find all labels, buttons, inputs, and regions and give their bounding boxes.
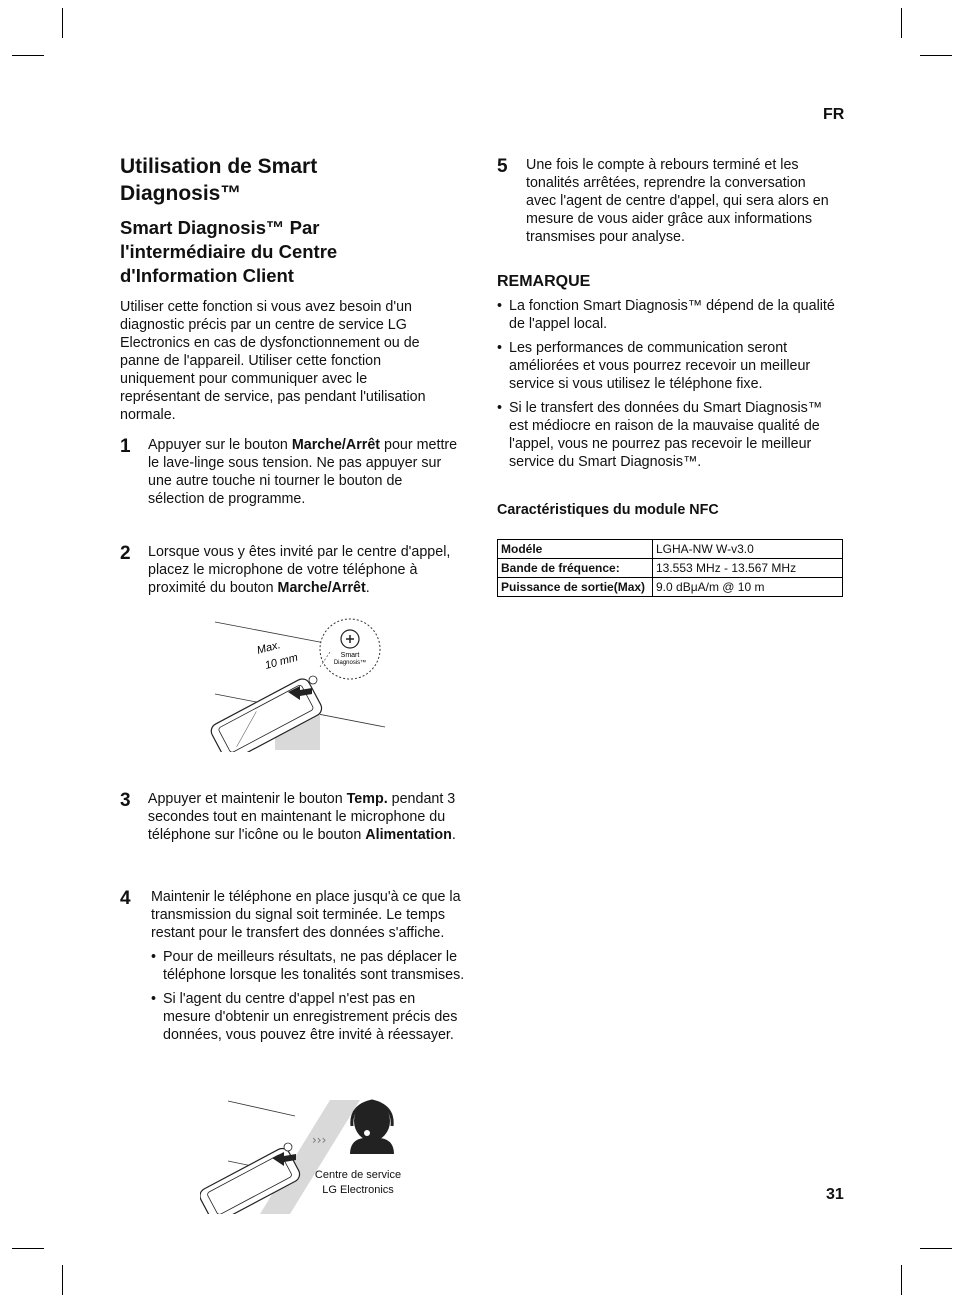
crop-mark bbox=[62, 8, 63, 38]
nfc-title: Caractéristiques du module NFC bbox=[497, 502, 719, 518]
step-bold: Marche/Arrêt bbox=[277, 580, 366, 596]
service-label-line: Centre de service bbox=[314, 1169, 402, 1181]
table-key: Modéle bbox=[498, 540, 653, 559]
illustration-graphic bbox=[200, 612, 400, 752]
crop-mark bbox=[12, 1248, 44, 1249]
crop-mark bbox=[920, 1248, 952, 1249]
step-2 bbox=[120, 543, 470, 597]
crop-mark bbox=[12, 55, 44, 56]
table-row bbox=[498, 559, 843, 578]
max-label: Max. bbox=[255, 639, 282, 657]
service-label-line: LG Electronics bbox=[322, 1184, 394, 1196]
table-key: Bande de fréquence: bbox=[498, 559, 653, 578]
step-text: pour mettre le lave-linge sous tension. Ne pas appuyer sur une autre touche ni tourner le bouton de sélection de programme. bbox=[148, 437, 458, 507]
step-text: Une fois le compte à rebours terminé et les tonalités arrêtées, reprendre la conversation avec l'agent de centre d'appel, qui sera alors en mesure de vous aider grâce aux informations transmises pour analyse. bbox=[526, 157, 829, 245]
service-center-label bbox=[300, 1168, 416, 1198]
step-5 bbox=[497, 156, 842, 246]
remark-item: • Les performances de communication seront améliorées et vous pourrez recevoir un meilleur service si vous utilisez le téléphone fixe. bbox=[497, 339, 843, 393]
crop-mark bbox=[62, 1265, 63, 1295]
nfc-spec-table bbox=[497, 539, 843, 597]
step-number: 2 bbox=[120, 543, 131, 564]
smart-label: Smart bbox=[340, 652, 360, 659]
table-row bbox=[498, 540, 843, 559]
step-number: 5 bbox=[497, 156, 508, 177]
section-subtitle: Smart Diagnosis™ Par l'intermédiaire du Centre d'Information Client bbox=[120, 217, 338, 286]
table-value: 13.553 MHz - 13.567 MHz bbox=[653, 559, 843, 578]
remark-list bbox=[497, 297, 843, 471]
step-bold: Marche/Arrêt bbox=[291, 437, 381, 453]
step-text: Appuyer et maintenir le bouton bbox=[147, 791, 347, 807]
diagnosis-label: Diagnosis™ bbox=[333, 660, 367, 666]
crop-mark bbox=[901, 1265, 902, 1295]
crop-mark bbox=[901, 8, 902, 38]
table-row bbox=[498, 578, 843, 597]
phone-near-button-illustration bbox=[200, 612, 400, 752]
remark-title: REMARQUE bbox=[497, 273, 591, 290]
remark-list-block bbox=[497, 297, 843, 477]
page-title: Utilisation de Smart Diagnosis™ bbox=[120, 155, 318, 205]
step-bold: Alimentation bbox=[365, 827, 452, 843]
step-bold: Temp. bbox=[346, 791, 388, 807]
section-subtitle-block bbox=[120, 216, 390, 288]
table-key: Puissance de sortie(Max) bbox=[498, 578, 653, 597]
table-value: 9.0 dBμA/m @ 10 m bbox=[653, 578, 843, 597]
page-number: 31 bbox=[826, 1186, 844, 1203]
step-number: 3 bbox=[120, 790, 131, 811]
step-text: Appuyer sur le bouton bbox=[148, 437, 292, 453]
remark-item: • Si le transfert des données du Smart Diagnosis™ est médiocre en raison de la mauvaise qualité de l'appel, vous ne pourrez pas recevoir le meilleur service du Smart Diagnosis™. bbox=[497, 399, 843, 471]
step-4-bullets bbox=[151, 948, 466, 1044]
step-text: Lorsque vous y êtes invité par le centre d'appel, placez le microphone de votre téléphone à proximité du bouton bbox=[148, 544, 451, 596]
step-1 bbox=[120, 436, 465, 508]
distance-label: 10 mm bbox=[263, 651, 300, 672]
step-4 bbox=[120, 888, 470, 1050]
crop-mark bbox=[920, 55, 952, 56]
step-text: pendant 3 secondes tout en maintenant le microphone du téléphone sur l'icône ou le bouton bbox=[147, 791, 456, 843]
intro-paragraph: Utiliser cette fonction si vous avez besoin d'un diagnostic précis par un centre de service LG Electronics en cas de dysfonctionnement ou de panne de l'appareil. Utiliser cette fonction uniquement pour communiquer avec le représentant de service, pas pendant l'utilisation normale. bbox=[120, 299, 426, 423]
step-3 bbox=[120, 790, 465, 844]
bullet-item: • Si l'agent du centre d'appel n'est pas en mesure d'obtenir un enregistrement précis des données, vous pouvez être invité à réessayer. bbox=[151, 990, 466, 1044]
step-number: 4 bbox=[120, 888, 131, 909]
bullet-item: • Pour de meilleurs résultats, ne pas déplacer le téléphone lorsque les tonalités sont transmises. bbox=[151, 948, 466, 984]
svg-text:›››: ››› bbox=[312, 1133, 327, 1147]
nfc-table-wrapper bbox=[497, 539, 843, 597]
remark-item: • La fonction Smart Diagnosis™ dépend de la qualité de l'appel local. bbox=[497, 297, 843, 333]
step-text: . bbox=[451, 827, 456, 843]
step-text: . bbox=[365, 580, 370, 596]
table-value: LGHA-NW W-v3.0 bbox=[653, 540, 843, 559]
page-title-block bbox=[120, 153, 380, 207]
step-text: Maintenir le téléphone en place jusqu'à ce que la transmission du signal soit terminée. Le temps restant pour le transfert des données s'affiche. bbox=[151, 889, 461, 941]
language-code: FR bbox=[823, 106, 845, 123]
step-number: 1 bbox=[120, 436, 131, 457]
